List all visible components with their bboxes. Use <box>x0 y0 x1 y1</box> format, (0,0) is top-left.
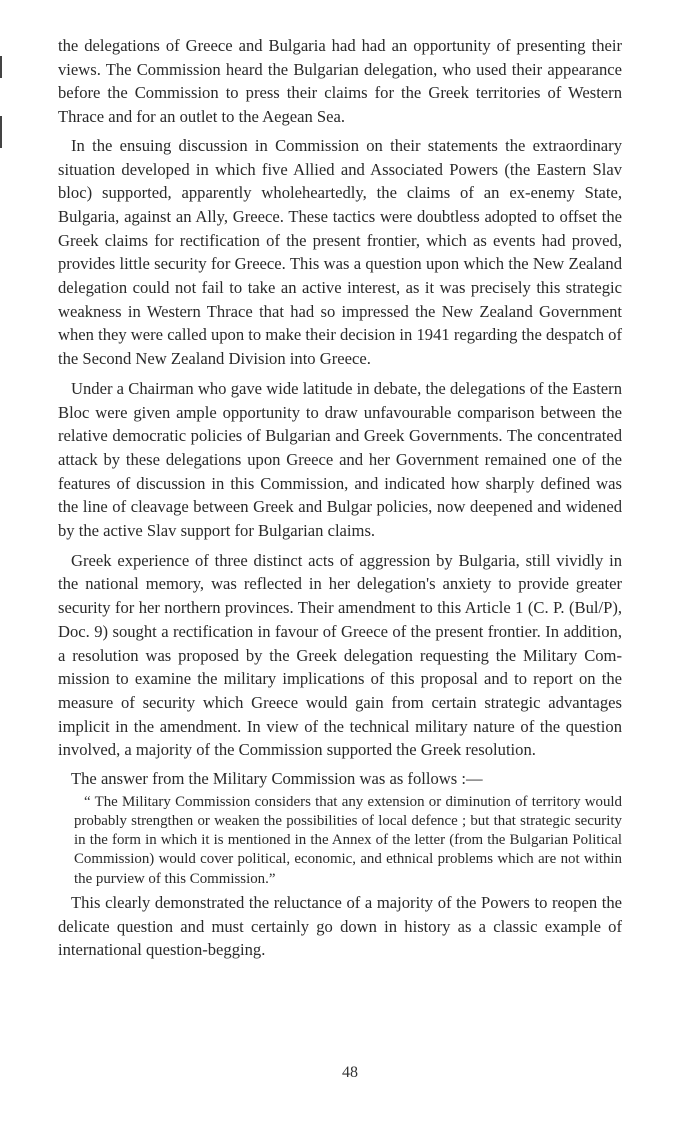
paragraph-closing: This clearly demonstrated the reluctance of a majority of the Powers to reopen the delicate question and must certainly go down in history as a classic example of international question-begging. <box>58 892 622 960</box>
margin-mark-upper <box>0 116 2 148</box>
margin-mark-top <box>0 56 2 78</box>
document-page <box>58 34 622 962</box>
military-commission-quote: “ The Military Commission considers that any extension or diminution of territory would probably strengthen or weaken the possibilities of local defence ; but that strategic security in the form in which it is mentioned in the Annex of the letter (from the Bulgarian Political Commission) would cover political, economic, and ethnical problems which are not within the purview of this Commission.” <box>74 793 622 887</box>
paragraph-ensuing-discussion: In the ensuing discussion in Commission on their statements the extraordinary situation developed in which five Allied and Associated Powers (the Eastern Slav bloc) supported, apparently wholeheartedly, the claims of an ex-enemy State, Bulgaria, against an Ally, Greece. These tactics were doubtless adopted to offset the Greek claims for rectification of the present frontier, which as events had proved, provides little security for Greece. This was a question upon which the New Zealand delegation could not fail to take an active interest, as it was precisely this strategic weakness in Western Thrace that had so impressed the New Zealand Government when they were called upon to make their decision in 1941 regarding the despatch of the Second New Zealand Division into Greece. <box>58 135 623 369</box>
paragraph-greek-experience: Greek experience of three distinct acts of aggression by Bulgaria, still vividly in the national memory, was reflected in her delegation's anxiety to provide greater security for her northern provinces. Their amendment to this Article 1 (C. P. (Bul/P), Doc. 9) sought a rectification in favour of Greece of the present frontier. In addition, a resolution was proposed by the Greek delegation requesting the Military Com-mission to examine the military implications of this proposal and to report on the measure of security which Greece would gain from certain strategic advantages implicit in the amendment. In view of the technical military nature of the question involved, a majority of the Commission supported the Greek resolution. <box>58 550 622 760</box>
page-number: 48 <box>342 1064 358 1081</box>
paragraph-delegations-views: the delegations of Greece and Bulgaria had had an opportunity of presenting their views. The Commission heard the Bulgarian delegation, who used their appearance before the Commission to press their claims for the Greek territories of Western Thrace and for an outlet to the Aegean Sea. <box>58 36 622 127</box>
paragraph-chairman-latitude: Under a Chairman who gave wide latitude in debate, the delegations of the Eastern Bloc were given ample opportunity to draw unfavourable comparison between the relative democratic policies of Bulgarian and Greek Governments. The concentrated attack by these delegations upon Greece and her Government remained one of the features of discussion in this Commission, and indicated how sharply defined was the line of cleavage between Greek and Bulgar policies, now deepened and widened by the active Slav support for Bulgarian claims. <box>58 378 622 541</box>
paragraph-military-answer-intro: The answer from the Military Commission was as follows :— <box>71 769 483 789</box>
